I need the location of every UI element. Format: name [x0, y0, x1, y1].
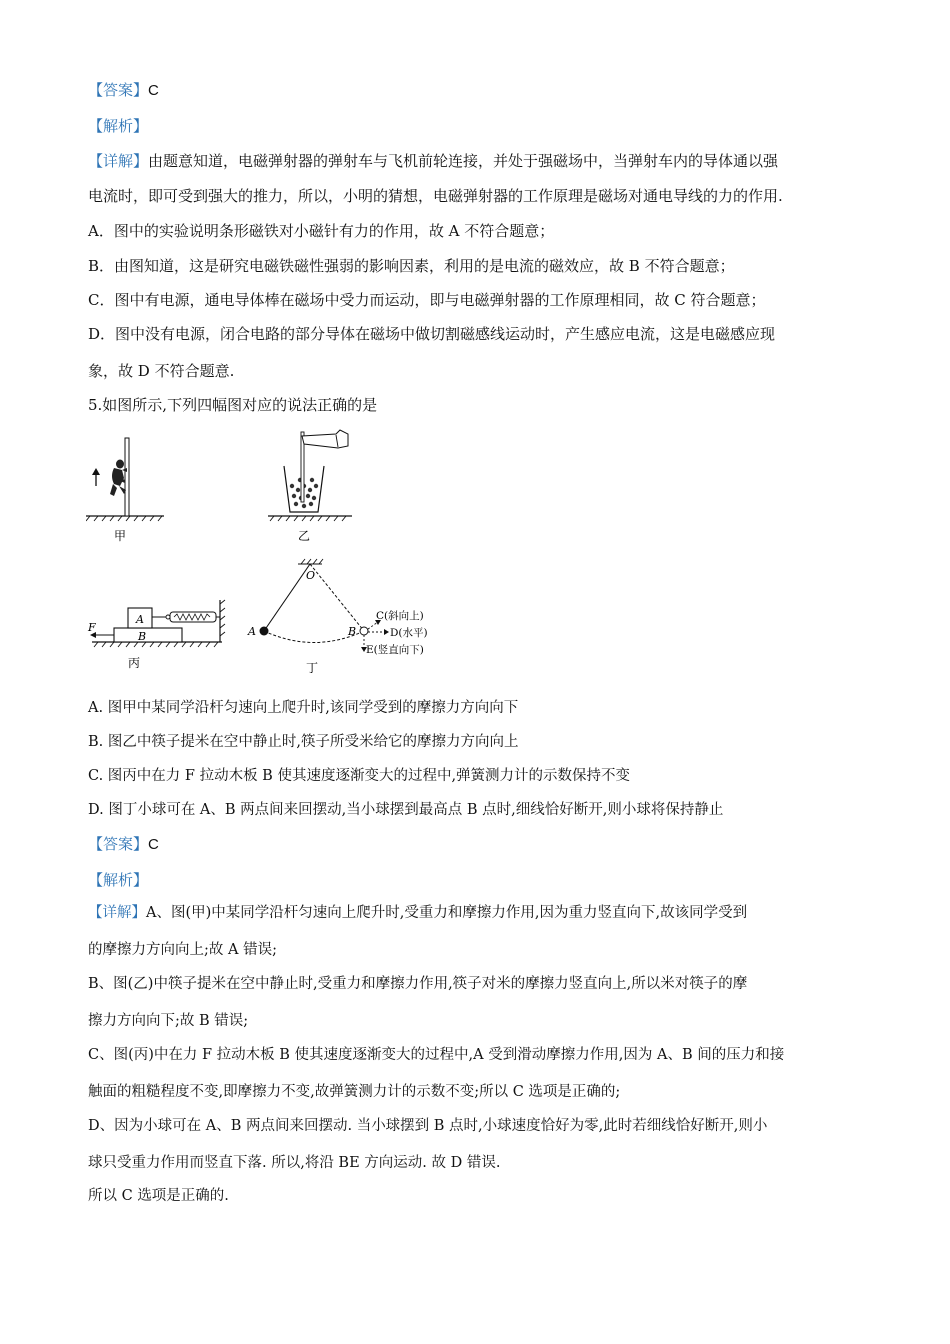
answer-tag: 【答案】 [88, 81, 149, 99]
label-e: E(竖直向下) [366, 644, 424, 656]
label-point-a: A [248, 625, 256, 638]
option-d-explanation-1: D．图中没有电源，闭合电路的部分导体在磁场中做切割磁感线运动时，产生感应电流，这是电磁感应现 [88, 325, 776, 343]
answer-value-2: C [148, 836, 159, 853]
figure-yi [268, 428, 358, 544]
question-5-option-b: B. 图乙中筷子提米在空中静止时,筷子所受米给它的摩擦力方向向上 [88, 734, 519, 750]
question-5-stem: 5.如图所示,下列四幅图对应的说法正确的是 [88, 396, 378, 414]
label-ding: 丁 [305, 661, 319, 675]
answer-line-1 [88, 80, 159, 101]
detail-tag: 【详解】 [88, 152, 149, 170]
label-point-b: B [348, 625, 357, 638]
option-b-explanation: B．由图知道，这是研究电磁铁磁性强弱的影响因素，利用的是电流的磁效应，故 B 不符合题意； [88, 257, 735, 275]
option-d-explanation-2: 象，故 D 不符合题意. [88, 362, 235, 380]
question-5-option-c: C. 图丙中在力 F 拉动木板 B 使其速度逐渐变大的过程中,弹簧测力计的示数保持不变 [88, 768, 631, 784]
label-force-f: F [88, 621, 96, 634]
label-d: D(水平) [390, 627, 428, 639]
detail-line-1 [88, 151, 778, 171]
detail-c-line-2: 触面的粗糙程度不变,即摩擦力不变,故弹簧测力计的示数不变;所以 C 选项是正确的; [88, 1084, 621, 1100]
detail-b-line-2: 擦力方向向下;故 B 错误; [88, 1013, 249, 1029]
figure-jia [86, 428, 166, 544]
detail-d-line-2: 球只受重力作用而竖直下落. 所以,将沿 BE 方向运动. 故 D 错误. [88, 1155, 501, 1171]
detail-b-line-1: B、图(乙)中筷子提米在空中静止时,受重力和摩擦力作用,筷子对米的摩擦力竖直向上,所以米对筷子的摩 [88, 976, 748, 992]
figure-ding [244, 556, 444, 676]
detail-a-line-2: 的摩擦力方向向上;故 A 错误; [88, 942, 277, 958]
label-jia: 甲 [113, 529, 127, 543]
label-c: C(斜向上) [376, 610, 424, 622]
label-block-b: B [138, 630, 147, 643]
answer-tag-2: 【答案】 [88, 835, 149, 853]
detail-c-line-1: C、图(丙)中在力 F 拉动木板 B 使其速度逐渐变大的过程中,A 受到滑动摩擦力作用,因为 A、B 间的压力和接 [88, 1047, 785, 1063]
detail-a-line-1 [88, 903, 747, 923]
figure-bing [86, 590, 236, 672]
answer-value: C [148, 82, 159, 99]
detail-tag-2: 【详解】 [88, 905, 146, 921]
label-bing: 丙 [127, 656, 141, 670]
option-a-explanation: A．图中的实验说明条形磁铁对小磁针有力的作用，故 A 不符合题意； [88, 222, 555, 240]
analysis-tag: 【解析】 [88, 117, 149, 135]
detail-d-line-1: D、因为小球可在 A、B 两点间来回摆动. 当小球摆到 B 点时,小球速度恰好为零,此时若细线恰好断开,则小 [88, 1118, 768, 1134]
detail-line-2: 电流时，即可受到强大的推力，所以，小明的猜想，电磁弹射器的工作原理是磁场对通电导线的力的作用. [88, 187, 783, 205]
question-5-option-d: D. 图丁小球可在 A、B 两点间来回摆动,当小球摆到最高点 B 点时,细线恰好断开,则小球将保持静止 [88, 802, 724, 818]
question-5-option-a: A. 图甲中某同学沿杆匀速向上爬升时,该同学受到的摩擦力方向向下 [88, 700, 519, 716]
answer-line-2 [88, 834, 159, 855]
conclusion: 所以 C 选项是正确的. [88, 1188, 229, 1204]
label-yi: 乙 [297, 529, 311, 543]
option-c-explanation: C．图中有电源，通电导体棒在磁场中受力而运动，即与电磁弹射器的工作原理相同，故 C 符合题意； [88, 291, 766, 309]
label-block-a: A [136, 613, 144, 626]
detail-a-text: A、图(甲)中某同学沿杆匀速向上爬升时,受重力和摩擦力作用,因为重力竖直向下,故该同学受到 [146, 905, 748, 921]
detail-text: 由题意知道，电磁弹射器的弹射车与飞机前轮连接，并处于强磁场中，当弹射车内的导体通以强 [148, 152, 779, 170]
label-o: O [306, 569, 316, 582]
analysis-tag-2: 【解析】 [88, 871, 149, 889]
